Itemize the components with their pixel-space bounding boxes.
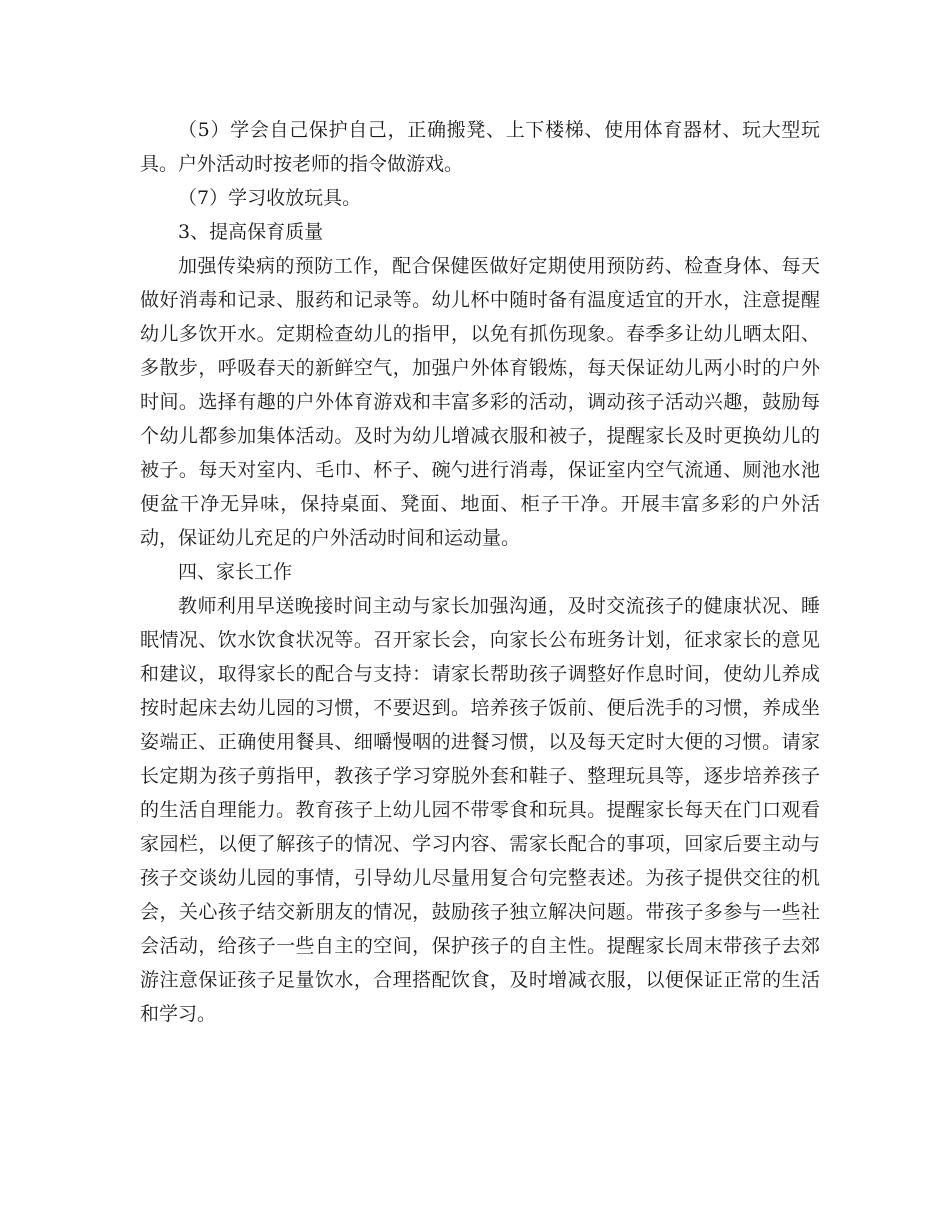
paragraph-item-5: （5）学会自己保护自己，正确搬凳、上下楼梯、使用体育器材、玩大型玩具。户外活动时按老师的指令做游戏。	[140, 119, 820, 175]
paragraph-item-7: （7）学习收放玩具。	[178, 187, 362, 209]
section-heading-care-quality: 3、提高保育质量	[178, 221, 324, 243]
section-heading-parent-work: 四、家长工作	[178, 561, 293, 583]
paragraph-care-quality: 加强传染病的预防工作，配合保健医做好定期使用预防药、检查身体、每天做好消毒和记录、服药和记录等。幼儿杯中随时备有温度适宜的开水，注意提醒幼儿多饮开水。定期检查幼儿的指甲，以免有抓伤现象。春季多让幼儿晒太阳、多散步，呼吸春天的新鲜空气，加强户外体育锻炼，每天保证幼儿两小时的户外时间。选择有趣的户外体育游戏和丰富多彩的活动，调动孩子活动兴趣，鼓励每个幼儿都参加集体活动。及时为幼儿增减衣服和被子，提醒家长及时更换幼儿的被子。每天对室内、毛巾、杯子、碗勺进行消毒，保证室内空气流通、厕池水池便盆干净无异味，保持桌面、凳面、地面、柜子干净。开展丰富多彩的户外活动，保证幼儿充足的户外活动时间和运动量。	[140, 255, 820, 549]
paragraph-parent-work: 教师利用早送晚接时间主动与家长加强沟通，及时交流孩子的健康状况、睡眠情况、饮水饮食状况等。召开家长会，向家长公布班务计划，征求家长的意见和建议，取得家长的配合与支持：请家长帮助孩子调整好作息时间，使幼儿养成按时起床去幼儿园的习惯，不要迟到。培养孩子饭前、便后洗手的习惯，养成坐姿端正、正确使用餐具、细嚼慢咽的进餐习惯，以及每天定时大便的习惯。请家长定期为孩子剪指甲，教孩子学习穿脱外套和鞋子、整理玩具等，逐步培养孩子的生活自理能力。教育孩子上幼儿园不带零食和玩具。提醒家长每天在门口观看家园栏，以便了解孩子的情况、学习内容、需家长配合的事项，回家后要主动与孩子交谈幼儿园的事情，引导幼儿尽量用复合句完整表述。为孩子提供交往的机会，关心孩子结交新朋友的情况，鼓励孩子独立解决问题。带孩子多参与一些社会活动，给孩子一些自主的空间，保护孩子的自主性。提醒家长周末带孩子去郊游注意保证孩子足量饮水，合理搭配饮食，及时增减衣服，以便保证正常的生活和学习。	[140, 595, 820, 1025]
document-body	[140, 113, 820, 1031]
